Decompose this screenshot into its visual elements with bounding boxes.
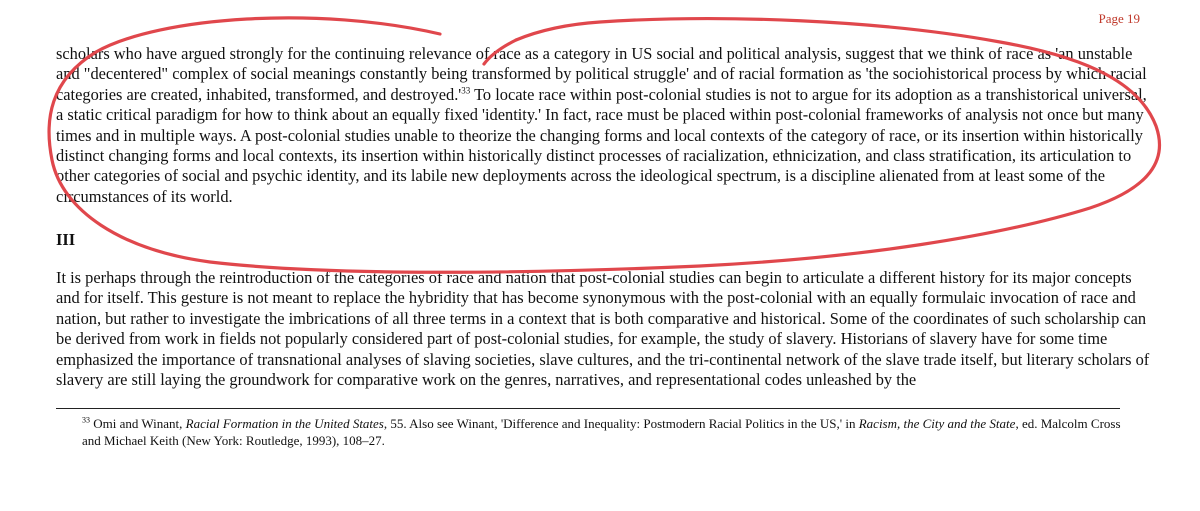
footnote-title-2: Racism, the City and the State: [858, 416, 1016, 431]
footnote-number: 33: [82, 415, 90, 425]
paragraph-1-text-a: scholars who have argued strongly for the continuing relevance of race as a category in US social and political analysis, suggest that we think of race as 'an unstable and "decentered" complex of social meanings constantly being transformed by political struggle' and of racial formation as 'the sociohistorical process by which racial categories are created, inhabited, transformed, and destroyed.': [56, 44, 1147, 104]
footnote-end-text: , ed. Malcolm Cross and Michael Keith (New York: Routledge, 1993), 108–27.: [82, 416, 1121, 448]
footnote-authors: Omi and Winant,: [90, 416, 186, 431]
footnote-reference[interactable]: 33: [461, 85, 471, 96]
body-paragraph-2: It is perhaps through the reintroduction of the categories of race and nation that post-colonial studies can begin to articulate a different history for its major concepts and for itself. This gesture is not meant to replace the hybridity that has become synonymous with the post-colonial with an equally formulaic invocation of race and nation, but rather to investigate the imbrications of all three terms in a context that is both comparative and historical. Some of the coordinates of such scholarship can be derived from work in fields not popularly considered part of post-colonial studies, for example, the study of slavery. Historians of slavery have for some time emphasized the importance of transnational analyses of slaving societies, slave cultures, and the tri-continental network of the slave trade itself, but literary scholars of slavery are still laying the groundwork for comparative work on the genres, narratives, and representational codes unleashed by the: [56, 268, 1150, 390]
footnote-divider: [56, 408, 1120, 409]
body-paragraph-1: [56, 44, 1156, 207]
paragraph-1-text-b: To locate race within post-colonial studies is not to argue for its adoption as a transhistorical universal, a static critical paradigm for how to think about an equally fixed 'identity.' In fact, race must be placed within post-colonial frameworks of analysis not once but many times and in multiple ways. A post-colonial studies unable to theorize the changing forms and local contexts of the category of race, or its insertion within historically distinct changing forms and local contexts, its insertion within historically distinct processes of racialization, ethnicization, and class stratification, its articulation to other categories of social and psychic identity, and its labile new deployments across the ideological spectrum, is a discipline alienated from at least some of the circumstances of its world.: [56, 84, 1147, 206]
section-heading: III: [56, 230, 76, 249]
page-number: Page 19: [1098, 11, 1140, 26]
footnote-title-1: Racial Formation in the United States: [185, 416, 384, 431]
footnote-middle-text: , 55. Also see Winant, 'Difference and Inequality: Postmodern Racial Politics in the US,' in: [383, 416, 859, 431]
footnote: [82, 415, 1122, 449]
